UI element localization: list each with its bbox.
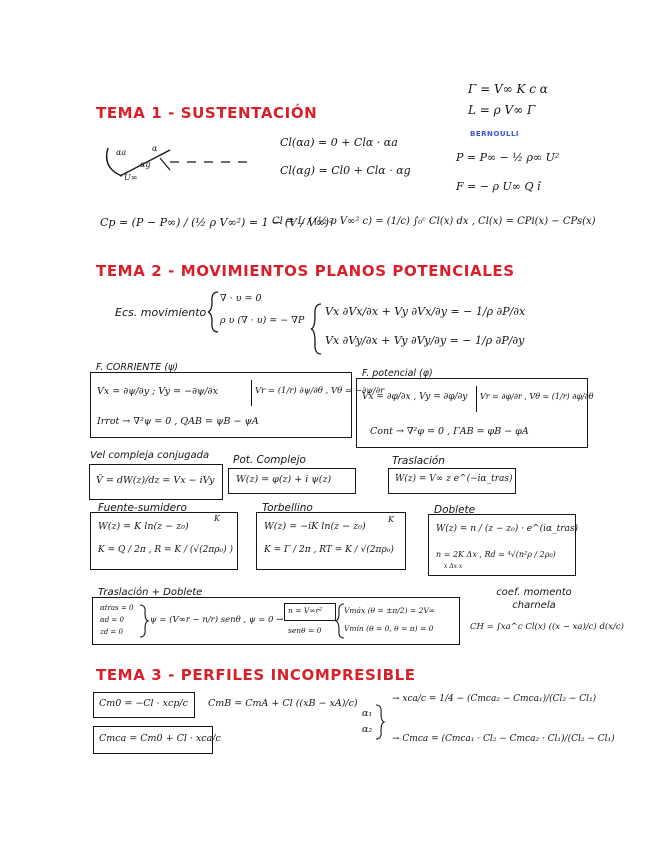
fuente-k-eq: K = Q / 2π , R = K / (√(2πρ₀) ) (98, 545, 234, 555)
potencial-polar: Vr = ∂φ/∂r , Vθ = (1/r) ∂φ/∂θ (480, 392, 594, 401)
traslacion-label: Traslación (392, 455, 445, 467)
vel-compleja-label: Vel compleja conjugada (90, 450, 210, 461)
pot-complejo-label: Pot. Complejo (233, 454, 306, 466)
cp-equation: Cp = (P − P∞) / (½ ρ V∞²) = 1 − (V / V∞)² (100, 216, 334, 229)
pot-complejo-eq: W(z) = φ(z) + i ψ(z) (236, 474, 332, 485)
tras-brace (140, 604, 148, 638)
pressure-equation: P = P∞ − ½ ρ∞ U² (456, 151, 560, 164)
tras-param-1: αtras = 0 (100, 604, 134, 612)
vel-compleja-eq: V̄ = dW(z)/dz = Vx − iVy (96, 475, 215, 486)
tras-param-3: zd = 0 (100, 628, 123, 636)
tras-vmax: Vmáx (θ = ±π/2) = 2V∞ (344, 606, 436, 615)
fuente-w-eq: W(z) = K ln(z − z₀) (98, 521, 189, 532)
doblete-w-eq: W(z) = n / (z − z₀) · e^(iα_tras) (436, 524, 579, 534)
corriente-divider (251, 380, 252, 406)
torbellino-k-sketch: K (388, 515, 394, 524)
sketch-alpha: α (152, 144, 158, 153)
brace-left (208, 290, 220, 334)
tras-param-2: αd = 0 (100, 616, 124, 624)
alpha-brace (376, 704, 384, 740)
alpha-2: α₂ (362, 724, 373, 735)
sketch-alpha-g: αg (140, 160, 151, 169)
corriente-label: F. CORRIENTE (ψ) (96, 362, 179, 373)
tras-psi-eq: ψ = (V∞r − n/r) senθ , ψ = 0 → (150, 615, 284, 625)
potencial-cont: Cont → ∇²φ = 0 , ΓAB = φB − φA (370, 426, 529, 437)
ecs-x-momentum: Vx ∂Vx/∂x + Vy ∂Vx/∂y = − 1/ρ ∂P/∂x (325, 305, 526, 318)
cl-alpha-g-equation: Cl(αg) = Cl0 + Clα · αg (280, 164, 411, 177)
ecs-movimiento-label: Ecs. movimiento (115, 306, 207, 319)
torbellino-w-eq: W(z) = −iK ln(z − z₀) (264, 521, 366, 532)
charnela-label: coef. momento charnela (496, 587, 572, 611)
potencial-divider (476, 386, 477, 412)
doblete-label: Doblete (434, 504, 476, 516)
ecs-continuity: ∇ · υ = 0 (220, 293, 262, 304)
lift-gamma-equation: L = ρ V∞ Γ (468, 103, 536, 117)
potencial-box (356, 378, 588, 448)
tema3-title: TEMA 3 - PERFILES INCOMPRESIBLE (96, 666, 416, 684)
sketch-uinf: U∞ (124, 173, 138, 182)
cmca-eq: → Cmca = (Cmca₁ · Cl₂ − Cmca₂ · Cl₁)/(Cl₂ − Cl₁) (392, 734, 615, 744)
brace-right (311, 302, 323, 356)
xca-eq: → xca/c = 1/4 − (Cmca₂ − Cmca₁)/(Cl₂ − Cl₁) (392, 694, 597, 704)
corriente-polar: Vr = (1/r) ∂ψ/∂θ , Vθ = −∂ψ/∂r (255, 386, 385, 396)
tema2-title: TEMA 2 - MOVIMIENTOS PLANOS POTENCIALES (96, 262, 515, 280)
alpha-1: α₁ (362, 708, 373, 719)
tras-brace-2 (336, 603, 344, 639)
doblete-under: x Δx x (444, 563, 463, 570)
cm0-eq: Cm0 = −Cl · xcp/c (99, 698, 188, 709)
tras-vmin: Vmín (θ = 0, θ = π) = 0 (344, 624, 434, 633)
bernoulli-label: BERNOULLI (470, 130, 520, 138)
gamma-equation: Γ = V∞ K c α (468, 82, 548, 96)
tras-inner-top: n = V∞r² (288, 606, 323, 615)
traslacion-eq: W(z) = V∞ z e^(−iα_tras) (395, 474, 513, 484)
corriente-cartesian: Vx = ∂ψ/∂y ; Vy = −∂ψ/∂x (97, 386, 218, 397)
fuente-k-sketch: K (214, 514, 220, 523)
ecs-momentum: ρ υ (∇ · υ) = − ∇P (220, 315, 305, 326)
cmca-def-eq: Cmca = Cm0 + Cl · xca/c (99, 733, 221, 744)
potencial-cartesian: Vx = ∂φ/∂x , Vy = ∂φ/∂y (362, 392, 468, 402)
corriente-box (90, 372, 352, 438)
charnela-eq: CH = ∫xa^c Cl(x) ((x − xa)/c) d(x/c) (470, 622, 624, 632)
tras-inner-bottom: senθ = 0 (288, 626, 322, 635)
tema1-title: TEMA 1 - SUSTENTACIÓN (96, 104, 318, 122)
corriente-irrot: Irrot → ∇²ψ = 0 , QAB = ψB − ψA (97, 416, 259, 427)
cl-alpha-a-equation: Cl(αa) = 0 + Clα · αa (280, 136, 398, 149)
cl-integral-equation: Cl = L / (½ ρ V∞² c) = (1/c) ∫₀ᶜ Cl(x) dx , Cl(x) = CPi(x) − CPs(x) (272, 216, 596, 227)
tras-doblete-label: Traslación + Doblete (98, 587, 203, 598)
doblete-n-eq: n = 2K Δx , Rd = ⁴√(n²ρ / 2ρ₀) (436, 550, 556, 559)
fuente-label: Fuente-sumidero (98, 502, 187, 514)
force-equation: F = − ρ U∞ Q î (456, 180, 541, 193)
cmb-eq: CmB = CmA + Cl ((xB − xA)/c) (208, 698, 358, 709)
sketch-alpha-a: αa (116, 148, 127, 157)
torbellino-k-eq: K = Γ / 2π , RT = K / √(2πρ₀) (264, 545, 394, 555)
ecs-y-momentum: Vx ∂Vy/∂x + Vy ∂Vy/∂y = − 1/ρ ∂P/∂y (325, 334, 525, 347)
potencial-label: F. potencial (φ) (362, 368, 433, 379)
airfoil-sketch (100, 138, 260, 193)
torbellino-label: Torbellino (262, 502, 313, 514)
